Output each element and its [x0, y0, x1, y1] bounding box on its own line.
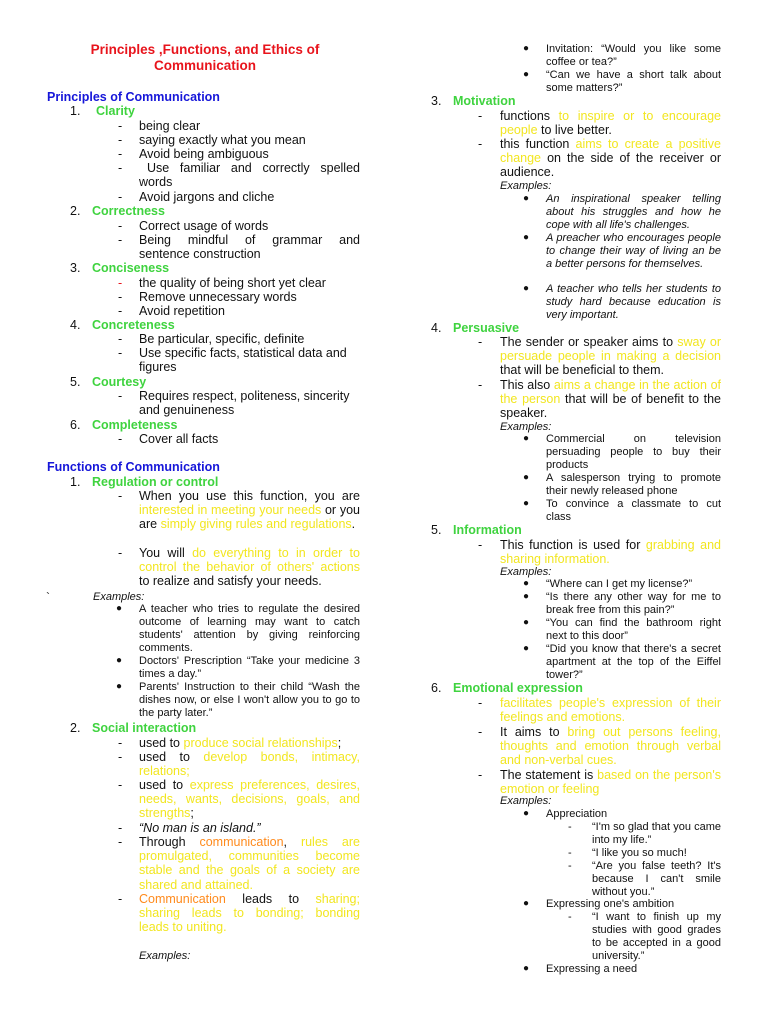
example-item: To convince a classmate to cut class: [546, 498, 721, 523]
list-item: Use specific facts, statistical data and: [139, 346, 347, 360]
list-item: Be particular, specific, definite: [139, 332, 305, 346]
list-item: Correct usage of words: [139, 219, 269, 233]
item-number: 1.: [70, 475, 81, 489]
example-item: “Did you know that there's a secret apartment at the top of the Eiffel tower?”: [546, 643, 722, 681]
social-paragraph-2: used to develop bonds, intimacy, relations;: [139, 750, 360, 779]
emotional-paragraph-2: It aims to bring out persons feeling, thoughts and emotion through verbal and non-verbal cues.: [500, 725, 721, 768]
example-item: A salesperson trying to promote their newly released phone: [546, 472, 721, 497]
examples-label: Examples:: [139, 950, 191, 962]
principle-completeness-heading: Completeness: [92, 418, 178, 432]
item-number: 6.: [431, 681, 442, 695]
list-item: and genuineness: [139, 403, 235, 417]
examples-label: Examples:: [500, 421, 552, 433]
item-number: 4.: [431, 321, 442, 335]
social-paragraph-4: “No man is an island.”: [139, 821, 261, 835]
example-item: An inspirational speaker telling about his struggles and how he cope with all life's challenges.: [546, 193, 721, 231]
principle-conciseness-heading: Conciseness: [92, 261, 170, 275]
principle-courtesy-heading: Courtesy: [92, 375, 147, 389]
list-item: Cover all facts: [139, 432, 219, 446]
example-item: A teacher who tells her students to study hard because education is very important.: [546, 283, 722, 321]
stray-backtick: `: [46, 590, 50, 604]
functions-heading: Functions of Communication: [47, 460, 220, 474]
example-item: Invitation: “Would you like some coffee or tea?”: [546, 43, 721, 68]
list-item: Being mindful of grammar and: [139, 233, 360, 247]
list-item: Avoid repetition: [139, 304, 225, 318]
principle-clarity-heading: Clarity: [96, 104, 135, 118]
list-item: Requires respect, politeness, sincerity: [139, 389, 350, 403]
example-item: Appreciation: [546, 808, 608, 820]
item-number: 5.: [70, 375, 81, 389]
example-item: Expressing a need: [546, 963, 638, 975]
function-persuasive-heading: Persuasive: [453, 321, 520, 335]
emotional-paragraph-3: The statement is based on the person's emotion or feeling: [500, 768, 721, 797]
emotional-paragraph-1: facilitates people's expression of their feelings and emotions.: [500, 696, 721, 725]
list-item: being clear: [139, 119, 201, 133]
example-item: A teacher who tries to regulate the desired outcome of learning may want to catch students' attention by giving reinforcing comments.: [139, 603, 360, 654]
function-emotional-heading: Emotional expression: [453, 681, 583, 695]
persuasive-paragraph-2: This also aims a change in the action of the person that will be of benefit to the speaker.: [500, 378, 721, 421]
list-item: Use familiar and correctly spelled: [147, 161, 360, 175]
item-number: 4.: [70, 318, 81, 332]
information-paragraph-1: This function is used for grabbing and sharing information.: [500, 538, 721, 567]
regulation-paragraph-2: You will do everything to in order to control the behavior of others' actions to realize and satisfy your needs.: [139, 546, 360, 589]
function-regulation-heading: Regulation or control: [92, 475, 219, 489]
item-number: 3.: [70, 261, 81, 275]
examples-label: Examples:: [93, 591, 145, 603]
list-item: Avoid jargons and cliche: [139, 190, 275, 204]
example-item: Doctors' Prescription “Take your medicine 3 times a day.”: [139, 655, 361, 680]
social-paragraph-5: Through communication, rules are promulgated, communities become stable and the goals of a society are shared and attained.: [139, 835, 360, 892]
function-information-heading: Information: [453, 523, 522, 537]
item-number: 2.: [70, 721, 81, 735]
sub-example-item: “I'm so glad that you came into my life.”: [592, 821, 721, 846]
example-item: “Is there any other way for me to break free from this pain?”: [546, 591, 721, 616]
item-number: 6.: [70, 418, 81, 432]
examples-label: Examples:: [500, 566, 552, 578]
example-item: “Where can I get my license?”: [546, 578, 693, 590]
example-item: Commercial on television persuading people to buy their products: [546, 433, 721, 471]
function-motivation-heading: Motivation: [453, 94, 516, 108]
example-item: “You can find the bathroom right next to this door”: [546, 617, 721, 642]
title-line-2: Communication: [153, 58, 256, 73]
examples-label: Examples:: [500, 180, 552, 192]
persuasive-paragraph-1: The sender or speaker aims to sway or persuade people in making a decision that will be beneficial to them.: [500, 335, 721, 378]
example-item: Expressing one's ambition: [546, 898, 675, 910]
principle-correctness-heading: Correctness: [92, 204, 165, 218]
motivation-paragraph-2: this function aims to create a positive change on the side of the receiver or audience.: [500, 137, 721, 180]
item-number: 1.: [70, 104, 81, 118]
title-line-1: Principles ,Functions, and Ethics of: [90, 42, 320, 57]
function-social-heading: Social interaction: [92, 721, 197, 735]
list-item: the quality of being short yet clear: [139, 276, 326, 290]
regulation-paragraph-1: When you use this function, you are interested in meeting your needs or you are simply giving rules and regulations.: [139, 489, 360, 532]
item-number: 5.: [431, 523, 442, 537]
example-item: A preacher who encourages people to change their way of living an be a better persons for themselves.: [546, 232, 721, 270]
list-item: sentence construction: [139, 247, 261, 261]
list-item: figures: [139, 360, 177, 374]
list-item: Avoid being ambiguous: [139, 147, 269, 161]
item-number: 2.: [70, 204, 81, 218]
social-paragraph-3: used to express preferences, desires, needs, wants, decisions, goals, and strengths;: [139, 778, 360, 821]
social-paragraph-1: used to produce social relationships;: [139, 736, 342, 750]
example-item: Parents' Instruction to their child “Wash the dishes now, or else I won't allow you to go to the party later.”: [139, 681, 361, 719]
list-item: Remove unnecessary words: [139, 290, 297, 304]
list-item: words: [139, 175, 173, 189]
sub-example-item: “Are you false teeth? It's because I can't smile without you.”: [592, 860, 721, 898]
sub-example-item: “I want to finish up my studies with good grades to be accepted in a good university.”: [592, 911, 722, 962]
social-paragraph-6: Communication leads to sharing; sharing leads to bonding; bonding leads to uniting.: [139, 892, 360, 935]
principle-concreteness-heading: Concreteness: [92, 318, 175, 332]
item-number: 3.: [431, 94, 442, 108]
motivation-paragraph-1: functions to inspire or to encourage people to live better.: [500, 109, 721, 138]
example-item: “Can we have a short talk about some matters?”: [546, 69, 721, 94]
list-item: saying exactly what you mean: [139, 133, 306, 147]
sub-example-item: “I like you so much!: [592, 847, 687, 859]
principles-heading: Principles of Communication: [47, 90, 220, 104]
document-title: [60, 42, 350, 74]
examples-label: Examples:: [500, 795, 552, 807]
